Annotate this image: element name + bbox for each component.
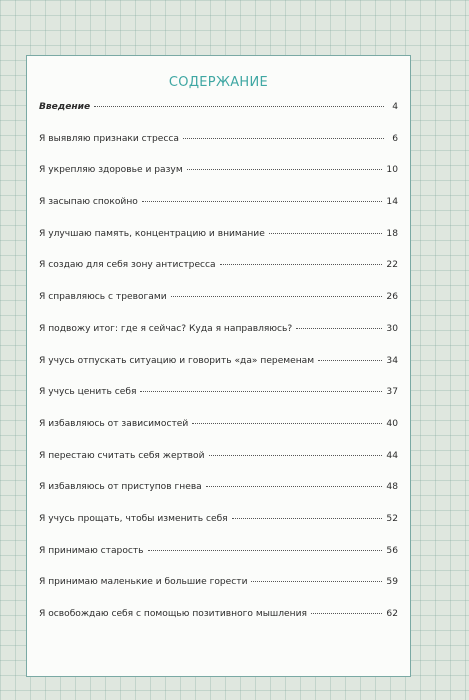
toc-entry-page: 59 <box>386 577 398 588</box>
dot-leader <box>94 106 384 107</box>
dot-leader <box>296 328 382 329</box>
toc-entry-page: 44 <box>386 450 398 461</box>
toc-entry-title: Я подвожу итог: где я сейчас? Куда я направляюсь? <box>39 323 293 334</box>
toc-entry <box>39 609 398 641</box>
toc-entry-title: Я принимаю старость <box>39 545 144 556</box>
toc-entry-title: Я улучшаю память, концентрацию и внимание <box>39 228 265 239</box>
toc-entry <box>39 451 398 483</box>
toc-entry-page: 10 <box>386 165 398 176</box>
toc-entry <box>39 229 398 261</box>
toc-entry <box>39 387 398 419</box>
toc-entry-page: 6 <box>392 133 398 144</box>
toc-entry-page: 40 <box>386 418 398 429</box>
toc-page <box>26 55 411 677</box>
dot-leader <box>187 169 383 170</box>
dot-leader <box>148 550 383 551</box>
toc-entry <box>39 102 398 134</box>
toc-entry <box>39 260 398 292</box>
toc-entry-title: Введение <box>39 102 91 112</box>
dot-leader <box>142 201 383 202</box>
dot-leader <box>251 581 382 582</box>
toc-entry-page: 37 <box>386 387 398 398</box>
dot-leader <box>209 455 383 456</box>
toc-list <box>39 102 398 641</box>
toc-entry <box>39 419 398 451</box>
toc-entry-page: 34 <box>386 355 398 366</box>
toc-entry <box>39 134 398 166</box>
dot-leader <box>318 360 382 361</box>
toc-entry <box>39 197 398 229</box>
toc-entry <box>39 165 398 197</box>
toc-title: СОДЕРЖАНИЕ <box>168 75 269 90</box>
toc-entry-page: 14 <box>386 197 398 208</box>
dot-leader <box>183 138 384 139</box>
toc-entry-page: 18 <box>386 228 398 239</box>
toc-entry-page: 48 <box>386 482 398 493</box>
toc-entry-title: Я учусь прощать, чтобы изменить себя <box>39 513 228 524</box>
toc-entry-title: Я учусь отпускать ситуацию и говорить «да» переменам <box>39 355 315 366</box>
toc-entry-title: Я избавляюсь от зависимостей <box>39 418 189 429</box>
dot-leader <box>192 423 382 424</box>
toc-entry-title: Я перестаю считать себя жертвой <box>39 450 205 461</box>
toc-entry-title: Я справляюсь с тревогами <box>39 292 167 303</box>
toc-entry-page: 26 <box>386 292 398 303</box>
toc-entry-title: Я выявляю признаки стресса <box>39 133 179 144</box>
dot-leader <box>206 486 383 487</box>
toc-entry <box>39 482 398 514</box>
toc-entry-page: 52 <box>386 513 398 524</box>
toc-entry-title: Я освобождаю себя с помощью позитивного мышления <box>39 609 307 619</box>
toc-entry <box>39 356 398 388</box>
toc-entry-page: 56 <box>386 545 398 556</box>
toc-entry-page: 4 <box>392 102 398 112</box>
dot-leader <box>140 391 382 392</box>
dot-leader <box>232 518 383 519</box>
dot-leader <box>311 613 382 614</box>
toc-entry-title: Я укрепляю здоровье и разум <box>39 165 183 176</box>
toc-entry-page: 62 <box>386 609 398 619</box>
dot-leader <box>220 264 383 265</box>
toc-entry <box>39 514 398 546</box>
toc-entry-page: 30 <box>386 323 398 334</box>
toc-entry <box>39 577 398 609</box>
toc-entry-title: Я принимаю маленькие и большие горести <box>39 577 248 588</box>
toc-entry-title: Я засыпаю спокойно <box>39 197 138 208</box>
dot-leader <box>171 296 383 297</box>
toc-entry-title: Я создаю для себя зону антистресса <box>39 260 216 271</box>
toc-entry-page: 22 <box>386 260 398 271</box>
toc-entry-title: Я избавляюсь от приступов гнева <box>39 482 202 493</box>
toc-entry <box>39 292 398 324</box>
toc-entry <box>39 546 398 578</box>
toc-entry-title: Я учусь ценить себя <box>39 387 137 398</box>
dot-leader <box>269 233 383 234</box>
toc-entry <box>39 324 398 356</box>
